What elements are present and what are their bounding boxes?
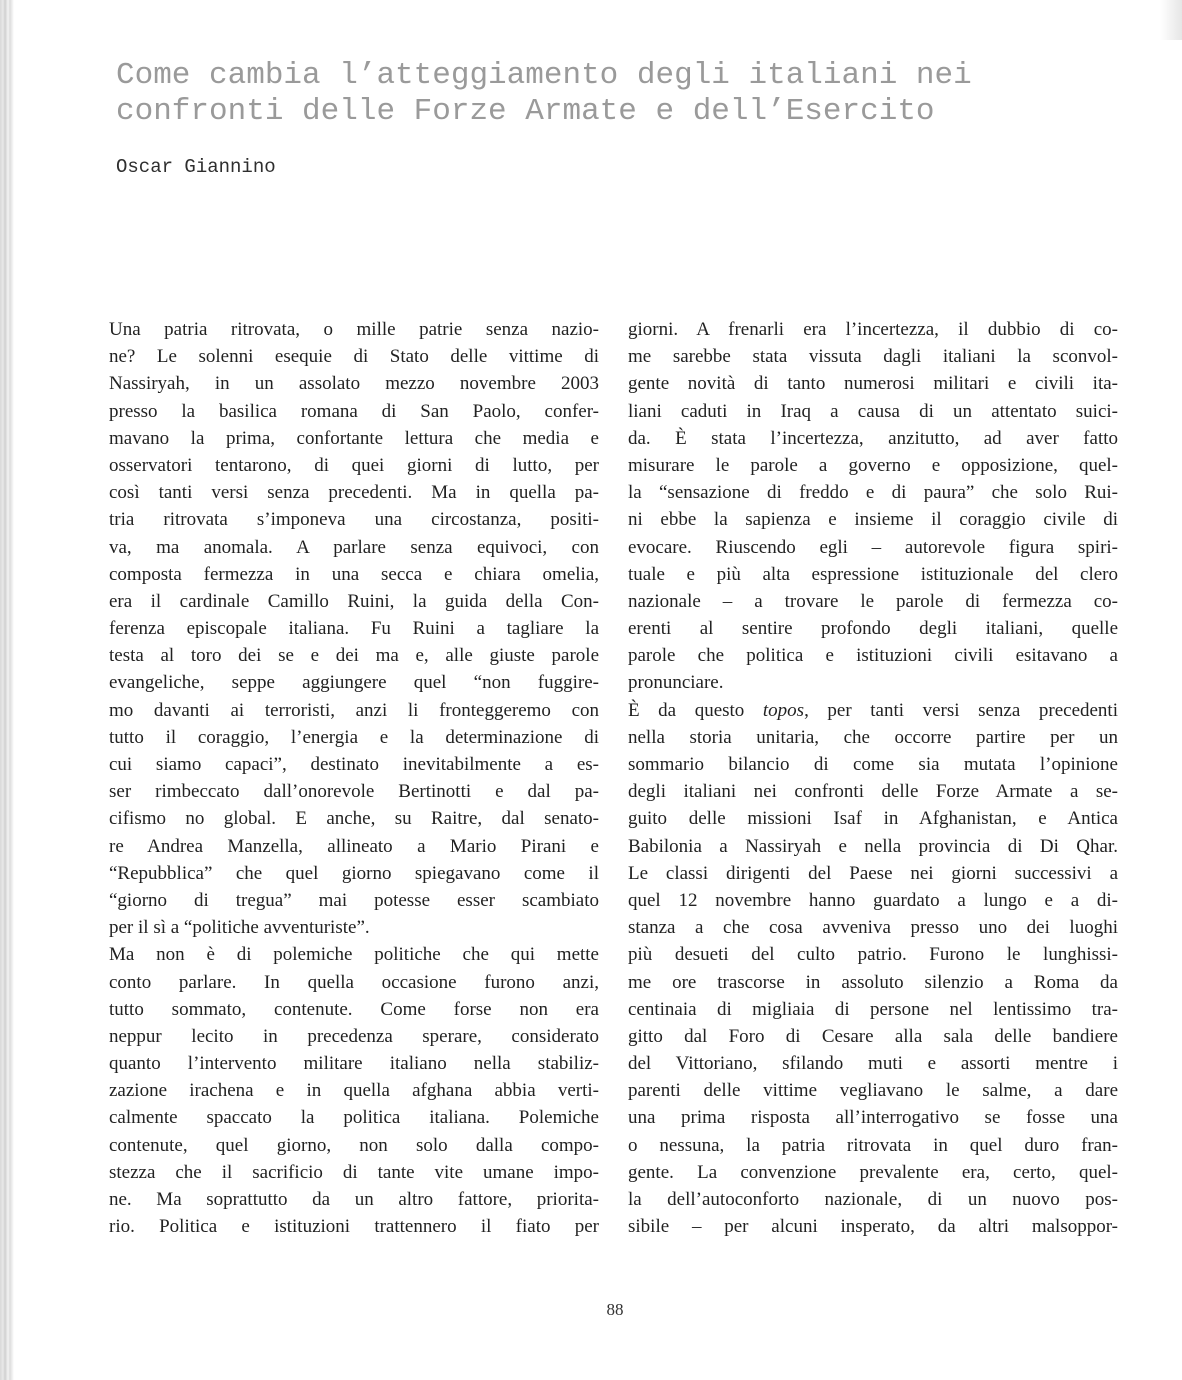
text-line: ser rimbeccato dall’onorevole Bertinotti e dal pa- bbox=[109, 781, 599, 803]
text-line: va, ma anomala. A parlare senza equivoci, con bbox=[109, 536, 599, 558]
text-line: gitto dal Foro di Cesare alla sala delle bandiere bbox=[628, 1025, 1118, 1047]
text-line: degli italiani nei confronti delle Forze Armate a se- bbox=[628, 781, 1118, 803]
text-line: stezza che il sacrificio di tante vite umane impo- bbox=[109, 1161, 599, 1183]
text-line: Una patria ritrovata, o mille patrie senza nazio- bbox=[109, 319, 599, 340]
text-line: Babilonia a Nassiryah e nella provincia di Di Qhar. bbox=[628, 835, 1118, 857]
italic-term: topos bbox=[762, 699, 805, 721]
text-line: ne. Ma soprattutto da un altro fattore, priorita- bbox=[109, 1189, 599, 1210]
text-line: zazione irachena e in quella afghana abbia verti- bbox=[109, 1080, 599, 1102]
text-line: parole che politica e istituzioni civili esitavano a bbox=[628, 645, 1118, 667]
text-line: ferenza episcopale italiana. Fu Ruini a tagliare la bbox=[109, 618, 599, 640]
text-line: me ore trascorse in assoluto silenzio a Roma da bbox=[628, 971, 1118, 993]
text-line: nazionale – a trovare le parole di fermezza co- bbox=[628, 590, 1118, 612]
text-line: me sarebbe stata vissuta dagli italiani la sconvol- bbox=[628, 346, 1118, 368]
article-author: Oscar Giannino bbox=[116, 156, 276, 178]
text-line: gente novità di tanto numerosi militari e civili ita- bbox=[628, 373, 1118, 395]
text-line: tutto il coraggio, l’energia e la determinazione di bbox=[109, 726, 599, 748]
text-line: quel 12 novembre hanno guardato a lungo e a di- bbox=[628, 889, 1118, 911]
text-line: Le classi dirigenti del Paese nei giorni successivi a bbox=[628, 862, 1118, 884]
text-line: o nessuna, la patria ritrovata in quel duro fran- bbox=[628, 1134, 1118, 1156]
text-line: tutto sommato, contenute. Come forse non era bbox=[109, 998, 599, 1020]
text-line: conto parlare. In quella occasione furono anzi, bbox=[109, 971, 599, 993]
text-line: evangeliche, seppe aggiungere quel “non fuggire- bbox=[109, 672, 599, 694]
text-line: quanto l’intervento militare italiano nella stabiliz- bbox=[109, 1053, 599, 1075]
text-line: nella storia unitaria, che occorre partire per un bbox=[628, 726, 1118, 748]
text-line: cui siamo capaci”, destinato inevitabilmente a es- bbox=[109, 754, 599, 775]
text-line: presso la basilica romana di San Paolo, confer- bbox=[109, 400, 599, 422]
text-line: testa al toro dei se e dei ma e, alle giuste parole bbox=[109, 645, 599, 667]
page-corner-shade bbox=[1160, 0, 1182, 40]
text-line: parenti delle vittime vegliavano le salme, a dare bbox=[628, 1080, 1118, 1102]
text-line: del Vittoriano, sfilando muti e assorti mentre i bbox=[628, 1053, 1118, 1075]
text-line: ne? Le solenni esequie di Stato delle vittime di bbox=[109, 346, 599, 368]
text-line: sommario bilancio di come sia mutata l’opinione bbox=[628, 754, 1118, 775]
article-title-line-2: confronti delle Forze Armate e dell’Esercito bbox=[116, 94, 935, 129]
text-line: stanza a che cosa avveniva presso uno dei luoghi bbox=[628, 917, 1118, 939]
text-line: mavano la prima, confortante lettura che media e bbox=[109, 427, 599, 449]
text-line: osservatori tentarono, di quei giorni di lutto, per bbox=[109, 454, 599, 476]
text-line: contenute, quel giorno, non solo dalla compo- bbox=[109, 1134, 599, 1156]
text-line: evocare. Riuscendo egli – autorevole figura spiri- bbox=[628, 536, 1118, 558]
text-line: Ma non è di polemiche politiche che qui mette bbox=[109, 944, 599, 966]
text-column-left bbox=[109, 316, 599, 1240]
text-line: Nassiryah, in un assolato mezzo novembre 2003 bbox=[109, 373, 599, 395]
page-binding-edge bbox=[0, 0, 14, 1380]
text-line: ni ebbe la sapienza e insieme il coraggio civile di bbox=[628, 509, 1118, 531]
text-line: centinaia di migliaia di persone nel lentissimo tra- bbox=[628, 998, 1118, 1020]
text-line: pronunciare. bbox=[628, 672, 724, 694]
text-column-right bbox=[628, 316, 1118, 1240]
text-line: una prima risposta all’interrogativo se fosse una bbox=[628, 1107, 1118, 1129]
text-line: tria ritrovata s’imponeva una circostanza, positi- bbox=[109, 509, 599, 531]
page-number: 88 bbox=[606, 1300, 624, 1319]
text-line: guito delle missioni Isaf in Afghanistan, e Antica bbox=[628, 808, 1118, 830]
text-line: composta fermezza in una secca e chiara omelia, bbox=[109, 563, 599, 585]
text-line: liani caduti in Iraq a causa di un attentato suici- bbox=[628, 400, 1118, 422]
text-line: giorni. A frenarli era l’incertezza, il dubbio di co- bbox=[628, 319, 1118, 340]
text-line: È da questo topos, per tanti versi senza precedenti bbox=[628, 699, 1118, 721]
text-line: era il cardinale Camillo Ruini, la guida della Con- bbox=[109, 590, 599, 612]
text-line: gente. La convenzione prevalente era, certo, quel- bbox=[628, 1161, 1118, 1183]
text-line: così tanti versi senza precedenti. Ma in quella pa- bbox=[109, 482, 599, 504]
text-line: “Repubblica” che quel giorno spiegavano come il bbox=[109, 862, 599, 884]
text-line: erenti al sentire profondo degli italiani, quelle bbox=[628, 618, 1118, 640]
article-title bbox=[116, 58, 1116, 130]
text-line: da. È stata l’incertezza, anzitutto, ad aver fatto bbox=[628, 427, 1118, 449]
text-line: “giorno di tregua” mai potesse esser scambiato bbox=[109, 889, 599, 911]
text-line: la “sensazione di freddo e di paura” che solo Rui- bbox=[628, 482, 1118, 504]
text-line: più desueti del culto patrio. Furono le lunghissi- bbox=[628, 944, 1118, 966]
text-line: misurare le parole a governo e opposizione, quel- bbox=[628, 454, 1118, 476]
text-line: tuale e più alta espressione istituzionale del clero bbox=[628, 563, 1118, 585]
text-line: neppur lecito in precedenza sperare, considerato bbox=[109, 1025, 599, 1047]
text-line: rio. Politica e istituzioni trattennero il fiato per bbox=[109, 1216, 599, 1238]
text-line: mo davanti ai terroristi, anzi li fronteggeremo con bbox=[109, 699, 599, 721]
article-title-line-1: Come cambia l’atteggiamento degli italiani nei bbox=[116, 58, 972, 93]
text-line: la dell’autoconforto nazionale, di un nuovo pos- bbox=[628, 1189, 1118, 1210]
text-line: sibile – per alcuni insperato, da altri malsoppor- bbox=[628, 1216, 1118, 1238]
text-line: re Andrea Manzella, allineato a Mario Pirani e bbox=[109, 835, 599, 857]
text-line: calmente spaccato la politica italiana. Polemiche bbox=[109, 1107, 599, 1129]
text-line: per il sì a “politiche avventuriste”. bbox=[109, 917, 370, 939]
text-line: cifismo no global. E anche, su Raitre, dal senato- bbox=[109, 808, 599, 830]
